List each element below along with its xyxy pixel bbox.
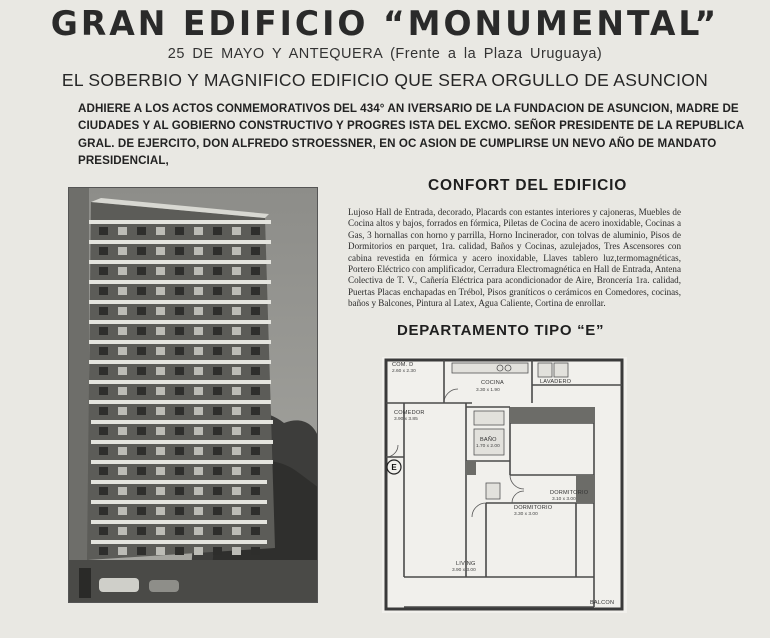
room-name: DORMITORIO bbox=[514, 505, 553, 511]
building-window bbox=[232, 307, 241, 315]
building-window bbox=[99, 307, 108, 315]
building-window bbox=[137, 367, 146, 375]
adhesion-line: ADHIERE A LOS ACTOS CONMEMORATIVOS DEL 434° AN IVERSARIO DE LA FUNDACION DE ASUNCION, MADRE DE bbox=[78, 102, 739, 115]
building-window bbox=[232, 387, 241, 395]
confort-title: CONFORT DEL EDIFICIO bbox=[428, 177, 628, 194]
room-dims: 3.30 x 3.00 bbox=[514, 512, 538, 517]
adhesion-line: GRAL. DE EJERCITO, DON ALFREDO STROESSNER, EN OC ASION DE CUMPLIRSE UN NEVO AÑO DE MANDATO bbox=[78, 136, 717, 150]
building-window bbox=[175, 367, 184, 375]
building-window bbox=[251, 227, 260, 235]
building-window bbox=[213, 447, 222, 455]
building-window bbox=[232, 547, 241, 555]
room-name: BAÑO bbox=[480, 437, 497, 443]
building-window bbox=[99, 387, 108, 395]
building-window bbox=[194, 467, 203, 475]
building-window bbox=[194, 347, 203, 355]
balcony-slab bbox=[91, 420, 273, 424]
building-window bbox=[175, 227, 184, 235]
building-window bbox=[213, 467, 222, 475]
building-window bbox=[156, 447, 165, 455]
building-window bbox=[99, 467, 108, 475]
building-window bbox=[232, 447, 241, 455]
building-window bbox=[99, 247, 108, 255]
building-window bbox=[156, 267, 165, 275]
building-window bbox=[213, 287, 222, 295]
building-window bbox=[232, 507, 241, 515]
building-window bbox=[118, 507, 127, 515]
building-window bbox=[213, 267, 222, 275]
building-window bbox=[213, 327, 222, 335]
room-dims: 3.90 x 3.00 bbox=[452, 568, 476, 573]
page-title: GRAN EDIFICIO “MONUMENTAL” bbox=[50, 3, 720, 44]
building-window bbox=[137, 487, 146, 495]
building-window bbox=[137, 507, 146, 515]
building-window bbox=[251, 287, 260, 295]
room-name: COM. D bbox=[392, 362, 414, 368]
building-window bbox=[137, 307, 146, 315]
building-window bbox=[194, 267, 203, 275]
building-window bbox=[175, 447, 184, 455]
building-window bbox=[156, 227, 165, 235]
balcony-slab bbox=[89, 260, 271, 264]
building-window bbox=[213, 427, 222, 435]
building-window bbox=[232, 527, 241, 535]
building-window bbox=[99, 527, 108, 535]
building-window bbox=[99, 407, 108, 415]
balcony-slab bbox=[89, 280, 271, 284]
building-window bbox=[175, 487, 184, 495]
building-window bbox=[251, 427, 260, 435]
building-window bbox=[251, 447, 260, 455]
building-window bbox=[99, 547, 108, 555]
room-dims: 3.90 x 3.85 bbox=[394, 417, 418, 422]
building-window bbox=[99, 287, 108, 295]
building-window bbox=[156, 347, 165, 355]
building-window bbox=[194, 287, 203, 295]
building-window bbox=[213, 547, 222, 555]
building-window bbox=[194, 387, 203, 395]
building-window bbox=[232, 327, 241, 335]
balcony-slab bbox=[89, 240, 271, 244]
adhesion-line: PRESIDENCIAL, bbox=[78, 154, 169, 168]
building-window bbox=[232, 287, 241, 295]
building-window bbox=[118, 287, 127, 295]
room-dims: 1.70 x 2.00 bbox=[476, 444, 500, 449]
building-window bbox=[137, 407, 146, 415]
building-window bbox=[213, 307, 222, 315]
building-illustration bbox=[69, 188, 318, 603]
building-window bbox=[232, 467, 241, 475]
building-window bbox=[99, 267, 108, 275]
building-window bbox=[175, 467, 184, 475]
building-window bbox=[175, 387, 184, 395]
building-window bbox=[175, 427, 184, 435]
room-name: LIVING bbox=[456, 561, 476, 567]
balcony-slab bbox=[89, 320, 271, 324]
building-window bbox=[194, 407, 203, 415]
building-window bbox=[175, 527, 184, 535]
room-dims: 3.10 x 3.00 bbox=[552, 497, 576, 502]
building-window bbox=[137, 227, 146, 235]
building-window bbox=[118, 347, 127, 355]
building-window bbox=[99, 327, 108, 335]
building-window bbox=[251, 347, 260, 355]
building-window bbox=[118, 527, 127, 535]
building-window bbox=[232, 247, 241, 255]
building-window bbox=[137, 387, 146, 395]
building-window bbox=[175, 247, 184, 255]
balcony-slab bbox=[89, 360, 271, 364]
balcony-slab bbox=[89, 340, 271, 344]
building-window bbox=[213, 247, 222, 255]
floor-plan-drawing bbox=[382, 357, 627, 613]
room-name: BALCON bbox=[590, 600, 615, 606]
building-window bbox=[137, 527, 146, 535]
building-window bbox=[232, 367, 241, 375]
building-window bbox=[194, 487, 203, 495]
balcony-slab bbox=[89, 220, 271, 224]
building-window bbox=[251, 327, 260, 335]
building-window bbox=[118, 327, 127, 335]
building-window bbox=[137, 287, 146, 295]
building-window bbox=[175, 287, 184, 295]
building-window bbox=[118, 227, 127, 235]
plan-marker: E bbox=[391, 463, 397, 472]
building-window bbox=[175, 307, 184, 315]
building-window bbox=[118, 387, 127, 395]
room-dims: 2.60 x 2.30 bbox=[392, 369, 416, 374]
building-window bbox=[232, 407, 241, 415]
building-window bbox=[251, 387, 260, 395]
building-window bbox=[137, 467, 146, 475]
building-window bbox=[99, 367, 108, 375]
subtitle: EL SOBERBIO Y MAGNIFICO EDIFICIO QUE SERA ORGULLO DE ASUNCION bbox=[61, 70, 709, 90]
building-window bbox=[156, 507, 165, 515]
building-window bbox=[251, 527, 260, 535]
building-window bbox=[251, 407, 260, 415]
building-window bbox=[232, 487, 241, 495]
building-window bbox=[213, 507, 222, 515]
building-window bbox=[118, 467, 127, 475]
building-window bbox=[251, 467, 260, 475]
building-window bbox=[118, 307, 127, 315]
room-name: DORMITORIO bbox=[550, 490, 589, 496]
building-window bbox=[251, 307, 260, 315]
building-window bbox=[251, 487, 260, 495]
building-window bbox=[156, 547, 165, 555]
building-window bbox=[175, 267, 184, 275]
building-window bbox=[175, 407, 184, 415]
floor-plan bbox=[382, 357, 627, 613]
building-window bbox=[156, 327, 165, 335]
balcony-slab bbox=[91, 480, 267, 484]
room-name: LAVADERO bbox=[540, 379, 572, 385]
building-window bbox=[137, 347, 146, 355]
building-window bbox=[251, 367, 260, 375]
building-window bbox=[156, 427, 165, 435]
building-window bbox=[156, 407, 165, 415]
building-window bbox=[194, 447, 203, 455]
building-window bbox=[137, 447, 146, 455]
building-window bbox=[118, 407, 127, 415]
building-window bbox=[213, 347, 222, 355]
building-window bbox=[194, 367, 203, 375]
balcony-slab bbox=[89, 400, 271, 404]
building-window bbox=[194, 247, 203, 255]
building-window bbox=[137, 547, 146, 555]
building-window bbox=[213, 367, 222, 375]
building-window bbox=[156, 487, 165, 495]
building-window bbox=[156, 287, 165, 295]
adhesion-line: CIUDADES Y AL GOBIERNO CONSTRUCTIVO Y PROGRES ISTA DEL EXCMO. SEÑOR PRESIDENTE DE LA REPUBLICA bbox=[78, 119, 745, 133]
building-window bbox=[156, 387, 165, 395]
building-window bbox=[194, 327, 203, 335]
balcony-slab bbox=[89, 300, 271, 304]
adhesion-paragraph bbox=[78, 100, 745, 170]
building-window bbox=[175, 347, 184, 355]
building-window bbox=[99, 507, 108, 515]
building-window bbox=[213, 407, 222, 415]
building-window bbox=[156, 527, 165, 535]
building-window bbox=[194, 227, 203, 235]
balcony-slab bbox=[91, 460, 273, 464]
building-window bbox=[213, 387, 222, 395]
building-window bbox=[213, 527, 222, 535]
building-window bbox=[251, 267, 260, 275]
building-window bbox=[118, 447, 127, 455]
building-window bbox=[156, 307, 165, 315]
building-window bbox=[118, 247, 127, 255]
building-window bbox=[213, 227, 222, 235]
building-window bbox=[251, 247, 260, 255]
building-window bbox=[194, 547, 203, 555]
building-window bbox=[194, 307, 203, 315]
building-window bbox=[232, 267, 241, 275]
balcony-slab bbox=[91, 540, 267, 544]
building-window bbox=[99, 487, 108, 495]
building-window bbox=[99, 227, 108, 235]
building-window bbox=[175, 547, 184, 555]
building-window bbox=[251, 507, 260, 515]
room-dims: 3.30 x 1.90 bbox=[476, 388, 500, 393]
building-window bbox=[118, 487, 127, 495]
building-window bbox=[137, 427, 146, 435]
building-window bbox=[232, 347, 241, 355]
building-window bbox=[156, 467, 165, 475]
building-window bbox=[99, 427, 108, 435]
balcony-slab bbox=[91, 520, 267, 524]
building-window bbox=[118, 267, 127, 275]
balcony-slab bbox=[91, 500, 267, 504]
building-window bbox=[137, 267, 146, 275]
building-window bbox=[175, 327, 184, 335]
confort-description: Lujoso Hall de Entrada, decorado, Placards con estantes interiores y cajoneras, Muebles de Cocina altos y bajos, forrados en fórmica, Piletas de Cocina de acero inoxidable, Cocinas a Gas, 3 hornallas con horno y parrilla, Horno Incinerador, con tolvas de aluminio, Pisos de Dormitorios en parquet, 1ra. calidad, Baños y Cocinas, azulejados, Tres Ascensores con cabina revestida en fórmica y acero inoxidable, Llaves tablero luz,termomagnéticas, Portero Eléctrico con amplificador, Cerradura Electromagnética en Hall de Entrada, Antena Colectiva de T. V., Cañería Eléctrica para acondicionador de Aire, Broncería 1ra. calidad, Puertas Placas enchapadas en Trébol, Pisos graníticos o cerámicos en Comedores, cocinas, baños y Balcones, Pintura al Latex, Agua Caliente, Cortina de enrollar. bbox=[348, 207, 681, 309]
building-window bbox=[194, 427, 203, 435]
building-window bbox=[137, 327, 146, 335]
building-window bbox=[99, 447, 108, 455]
building-window bbox=[194, 507, 203, 515]
building-window bbox=[156, 247, 165, 255]
departamento-title: DEPARTAMENTO TIPO “E” bbox=[397, 322, 605, 339]
building-photo bbox=[68, 187, 318, 603]
room-name: COMEDOR bbox=[394, 410, 425, 416]
balcony-slab bbox=[89, 380, 271, 384]
balcony-slab bbox=[91, 440, 273, 444]
building-window bbox=[118, 547, 127, 555]
building-window bbox=[213, 487, 222, 495]
room-name: COCINA bbox=[481, 380, 504, 386]
building-window bbox=[99, 347, 108, 355]
address-line: 25 DE MAYO Y ANTEQUERA (Frente a la Plaza Uruguaya) bbox=[167, 46, 603, 62]
building-window bbox=[175, 507, 184, 515]
building-window bbox=[194, 527, 203, 535]
building-window bbox=[232, 227, 241, 235]
building-window bbox=[232, 427, 241, 435]
building-window bbox=[251, 547, 260, 555]
building-window bbox=[156, 367, 165, 375]
building-window bbox=[137, 247, 146, 255]
building-window bbox=[118, 427, 127, 435]
building-window bbox=[118, 367, 127, 375]
